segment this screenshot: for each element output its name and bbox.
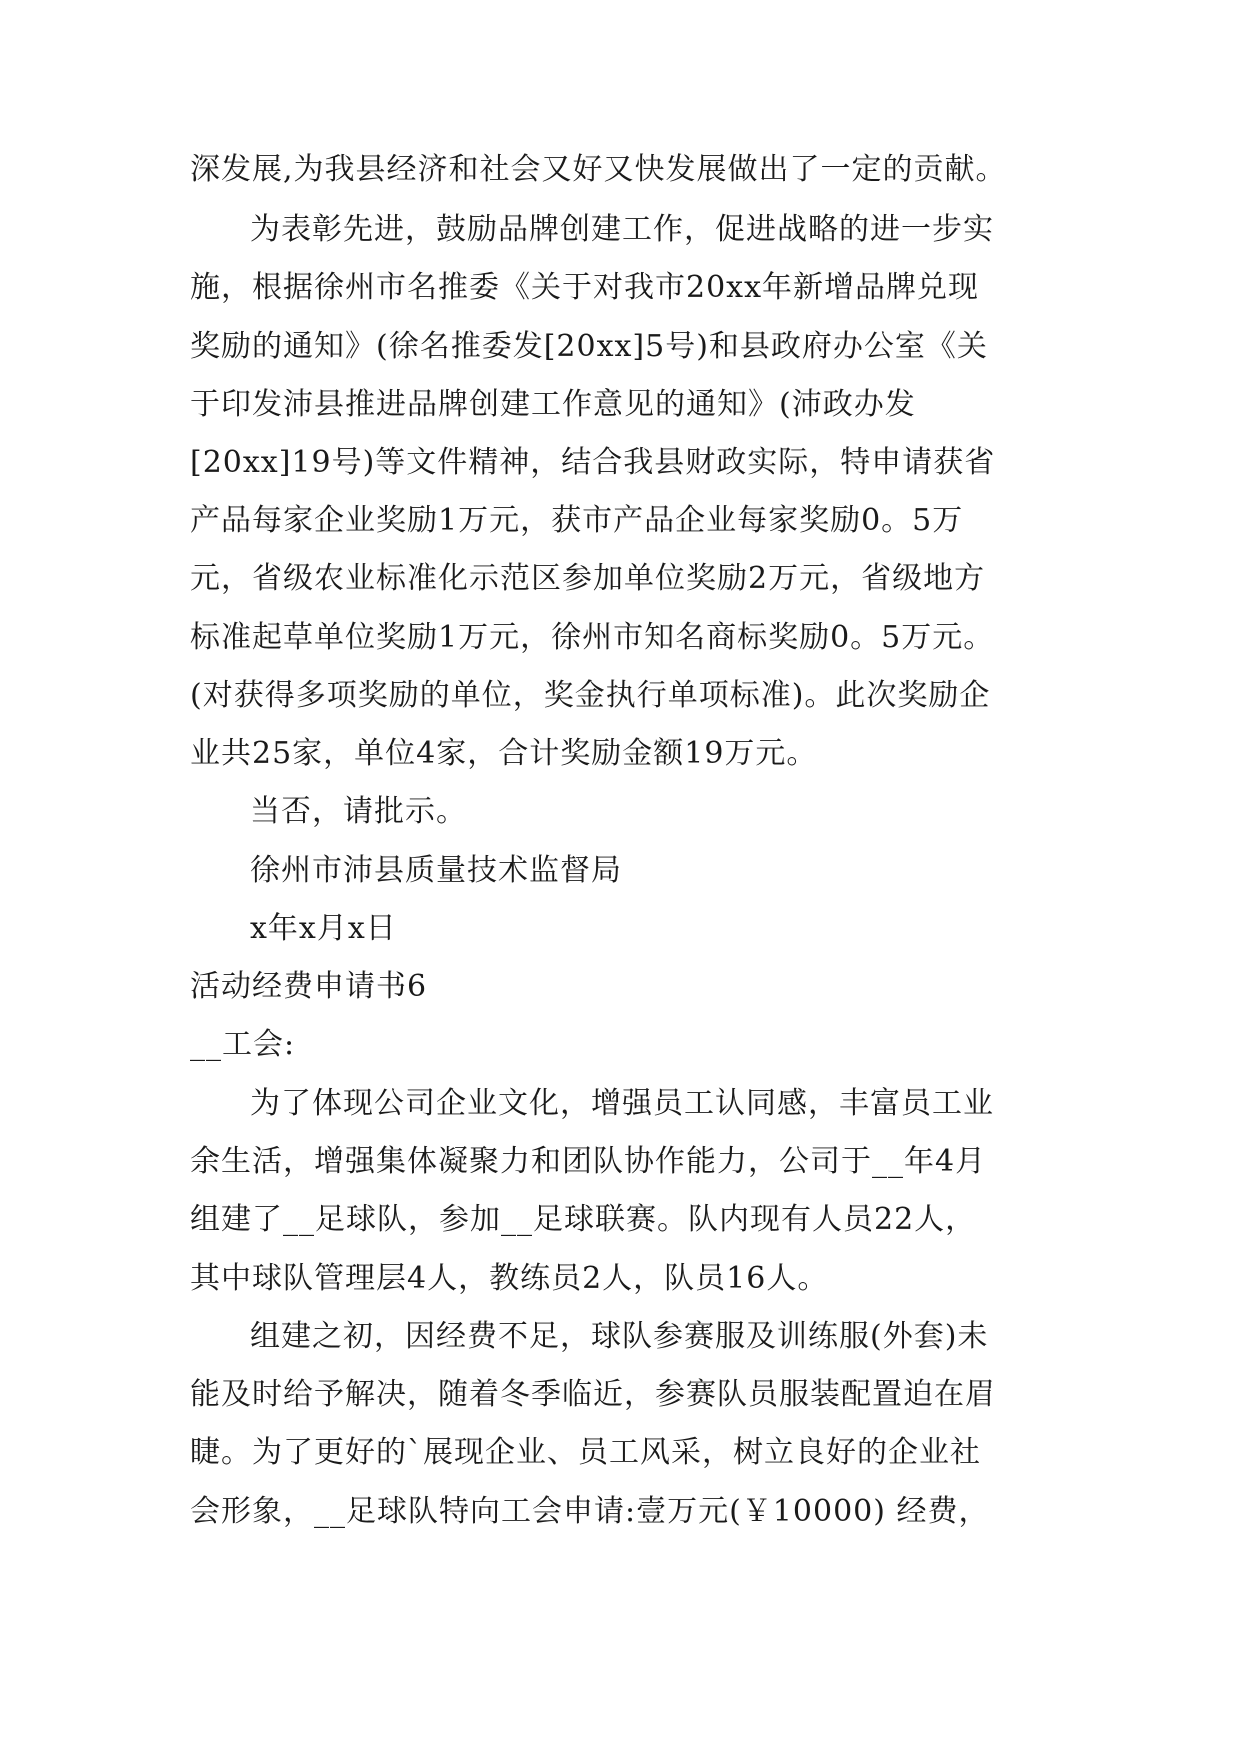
text-line: 标准起草单位奖励1万元，徐州市知名商标奖励0。5万元。 [190, 620, 995, 655]
text-line: 会形象，__足球队特向工会申请:壹万元(￥10000) 经费， [190, 1494, 990, 1529]
text-line: 余生活，增强集体凝聚力和团队协作能力，公司于__年4月 [190, 1144, 987, 1179]
text-line: 于印发沛县推进品牌创建工作意见的通知》(沛政办发 [190, 387, 916, 422]
text-line: 能及时给予解决，随着冬季临近，参赛队员服装配置迫在眉 [190, 1377, 996, 1412]
addressee: __工会: [190, 1027, 296, 1062]
text-line: 产品每家企业奖励1万元，获市产品企业每家奖励0。5万 [190, 503, 964, 538]
text-line: 深发展,为我县经济和社会又好又快发展做出了一定的贡献。 [190, 152, 1007, 187]
text-line: 为了体现公司企业文化，增强员工认同感，丰富员工业 [250, 1086, 994, 1121]
text-line: 元，省级农业标准化示范区参加单位奖励2万元，省级地方 [190, 561, 986, 596]
text-line: 为表彰先进，鼓励品牌创建工作，促进战略的进一步实 [250, 212, 994, 247]
text-line: 其中球队管理层4人，教练员2人，队员16人。 [190, 1261, 829, 1296]
text-line: [20xx]19号)等文件精神，结合我县财政实际，特申请获省 [190, 445, 996, 480]
text-line: 当否，请批示。 [250, 794, 467, 829]
text-line: 业共25家，单位4家，合计奖励金额19万元。 [190, 736, 818, 771]
section-heading: 活动经费申请书6 [190, 969, 428, 1004]
text-line: 组建了__足球队，参加__足球联赛。队内现有人员22人， [190, 1202, 977, 1237]
text-line: 奖励的通知》(徐名推委发[20xx]5号)和县政府办公室《关 [190, 329, 988, 364]
text-line: 施，根据徐州市名推委《关于对我市20xx年新增品牌兑现 [190, 270, 980, 305]
signature-organization: 徐州市沛县质量技术监督局 [250, 853, 622, 888]
text-line: 睫。为了更好的`展现企业、员工风采，树立良好的企业社 [190, 1435, 981, 1470]
text-line: (对获得多项奖励的单位，奖金执行单项标准)。此次奖励企 [190, 678, 991, 713]
text-line: 组建之初，因经费不足，球队参赛服及训练服(外套)未 [250, 1319, 989, 1354]
signature-date: x年x月x日 [250, 911, 397, 946]
